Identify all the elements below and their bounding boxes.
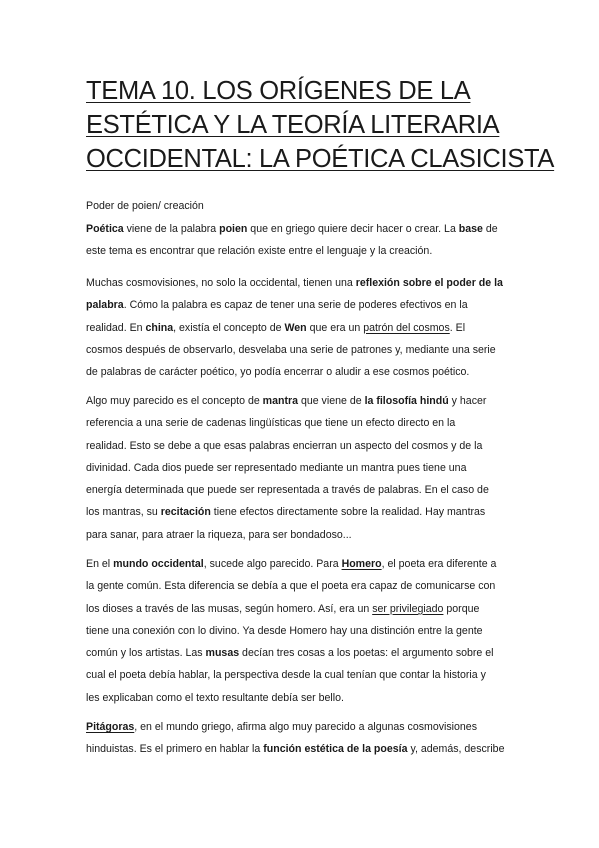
text-line: cosmos después de observarlo, desvelaba una serie de patrones y, mediante una serie xyxy=(86,343,496,356)
text-line xyxy=(86,738,516,760)
bold-underlined-term: Homero xyxy=(341,558,382,570)
bold-term: palabra xyxy=(86,299,124,312)
underlined-term: patrón del cosmos xyxy=(363,321,450,334)
bold-underlined-term: Pitágoras xyxy=(86,721,135,733)
paragraph-mantra xyxy=(86,390,516,546)
bold-term: la filosofía hindú xyxy=(364,395,449,407)
text-run: Algo muy parecido es el concepto de xyxy=(86,395,263,407)
text-line: les explicaban como el texto resultante debía ser bello. xyxy=(86,691,344,704)
bold-term: función estética de la poesía xyxy=(263,743,408,756)
text-line xyxy=(86,553,516,575)
title-line-1: TEMA 10. LOS ORÍGENES DE LA xyxy=(86,77,471,105)
text-line: este tema es encontrar que relación existe entre el lenguaje y la creación. xyxy=(86,245,433,258)
text-run: de xyxy=(482,223,498,235)
text-line xyxy=(86,294,516,316)
bold-term: musas xyxy=(205,647,240,660)
text-line xyxy=(86,598,516,620)
text-line: energía determinada que puede ser representada a través de palabras. En el caso de xyxy=(86,484,489,497)
text-run: común y los artistas. Las xyxy=(86,647,206,660)
text-run: En el xyxy=(86,558,114,570)
text-run: realidad. En xyxy=(86,321,146,334)
text-line: tiene una conexión con lo divino. Ya desde Homero hay una distinción entre la gente xyxy=(86,624,483,637)
text-run: que viene de xyxy=(298,395,365,407)
bold-term: base xyxy=(458,223,483,235)
text-line: realidad. Esto se debe a que esas palabras encierran un aspecto del cosmos y de la xyxy=(86,439,483,452)
text-line xyxy=(86,272,516,294)
text-line: cual el poeta debía hablar, la perspectiva desde la cual tenían que contar la historia y xyxy=(86,669,486,682)
text-run: . El xyxy=(449,321,466,334)
text-run: los mantras, su xyxy=(86,506,161,519)
bold-term: Poética xyxy=(86,223,124,235)
paragraph-mundo-occidental xyxy=(86,553,516,709)
text-line xyxy=(86,642,516,664)
text-run: que era un xyxy=(306,321,364,334)
bold-term: mundo occidental xyxy=(113,558,204,570)
title-line-3: OCCIDENTAL: LA POÉTICA CLASICISTA xyxy=(86,145,555,173)
text-line xyxy=(86,501,516,523)
text-run: Muchas cosmovisiones, no solo la occidental, tienen una xyxy=(86,277,356,289)
text-line: la gente común. Esta diferencia se debía a que el poeta era capaz de comunicarse con xyxy=(86,580,496,593)
underlined-term: ser privilegiado xyxy=(372,602,444,615)
text-line xyxy=(86,390,516,412)
text-run: los dioses a través de las musas, según homero. Así, era un xyxy=(86,602,373,615)
paragraph-cosmovisiones xyxy=(86,272,516,383)
text-line xyxy=(86,218,516,240)
text-run: decían tres cosas a los poetas: el argumento sobre el xyxy=(239,647,494,660)
text-run: , existía el concepto de xyxy=(173,321,285,334)
text-run: , sucede algo parecido. Para xyxy=(203,558,342,570)
bold-term: recitación xyxy=(160,506,211,519)
title-line-2: ESTÉTICA Y LA TEORÍA LITERARIA xyxy=(86,111,500,139)
text-run: tiene efectos directamente sobre la realidad. Hay mantras xyxy=(210,506,486,519)
text-run: y, además, describe xyxy=(407,743,505,756)
text-line: para sanar, para atraer la riqueza, para ser bondadoso... xyxy=(86,528,352,541)
text-run: hinduistas. Es el primero en hablar la xyxy=(86,743,264,756)
bold-term: reflexión sobre el poder de la xyxy=(355,277,503,289)
text-run: y hacer xyxy=(448,395,487,407)
text-line xyxy=(86,317,516,339)
text-run: viene de la palabra xyxy=(123,223,220,235)
text-line: referencia a una serie de cadenas lingüísticas que tiene un efecto directo en la xyxy=(86,417,456,430)
text-run: porque xyxy=(443,602,480,615)
page-title xyxy=(86,74,555,176)
text-run: que en griego quiere decir hacer o crear. La xyxy=(247,223,459,235)
section-subtitle: Poder de poien/ creación xyxy=(86,200,204,212)
paragraph-poetica xyxy=(86,218,516,263)
text-line xyxy=(86,716,516,738)
paragraph-pitagoras xyxy=(86,716,516,761)
text-run: , el poeta era diferente a xyxy=(381,558,497,570)
text-line: divinidad. Cada dios puede ser representado mediante un mantra pues tiene una xyxy=(86,461,467,474)
text-run: , en el mundo griego, afirma algo muy parecido a algunas cosmovisiones xyxy=(134,721,478,733)
bold-term: china xyxy=(145,321,174,334)
text-line: de palabras de carácter poético, yo podía encerrar o aludir a ese cosmos poético. xyxy=(86,366,470,379)
bold-term: poien xyxy=(219,223,248,235)
bold-term: Wen xyxy=(284,321,307,334)
bold-term: mantra xyxy=(262,395,298,407)
text-run: . Cómo la palabra es capaz de tener una serie de poderes efectivos en la xyxy=(123,299,468,312)
